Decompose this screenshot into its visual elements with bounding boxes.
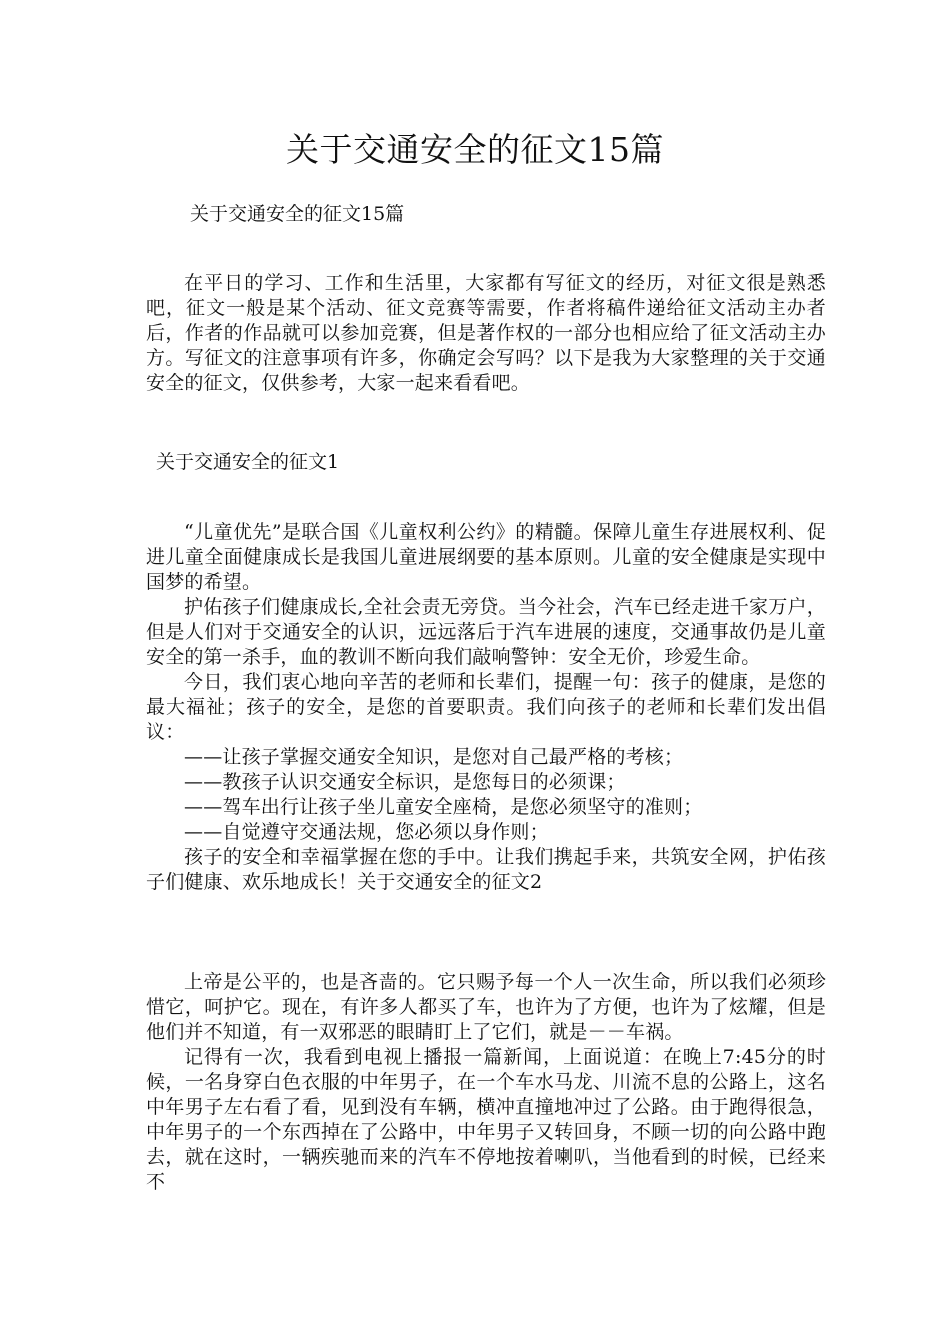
document-subtitle: 关于交通安全的征文15篇: [190, 203, 405, 225]
section-1-proposal-item: ——自觉遵守交通法规，您必须以身作则；: [184, 821, 549, 843]
intro-paragraph-block: [146, 271, 826, 396]
section-2-paragraph: 上帝是公平的，也是吝啬的。它只赐予每一个人一次生命，所以我们必须珍惜它，呵护它。现在，有许多人都买了车，也许为了方便，也许为了炫耀，但是他们并不知道，有一双邪恶的眼睛盯上了它们，就是－－车祸。: [146, 971, 826, 1043]
section-1-paragraph: “儿童优先”是联合国《儿童权利公约》的精髓。保障儿童生存进展权利、促进儿童全面健康成长是我国儿童进展纲要的基本原则。儿童的安全健康是实现中国梦的希望。: [146, 521, 826, 593]
section-1-paragraph: 今日，我们衷心地向辛苦的老师和长辈们，提醒一句：孩子的健康，是您的最大福祉；孩子的安全，是您的首要职责。我们向孩子的老师和长辈们发出倡议：: [146, 671, 826, 743]
section-1-body: [146, 520, 826, 895]
section-2-paragraph: 记得有一次，我看到电视上播报一篇新闻，上面说道：在晚上7:45分的时候，一名身穿白色衣服的中年男子，在一个车水马龙、川流不息的公路上，这名中年男子左右看了看，见到没有车辆，横冲直撞地冲过了公路。由于跑得很急，中年男子的一个东西掉在了公路中，中年男子又转回身，不顾一切的向公路中跑去，就在这时，一辆疾驰而来的汽车不停地按着喇叭，当他看到的时候，已经来不: [146, 1046, 826, 1193]
intro-paragraph: 在平日的学习、工作和生活里，大家都有写征文的经历，对征文很是熟悉吧，征文一般是某个活动、征文竞赛等需要，作者将稿件递给征文活动主办者后，作者的作品就可以参加竞赛，但是著作权的一部分也相应给了征文活动主办方。写征文的注意事项有许多，你确定会写吗？以下是我为大家整理的关于交通安全的征文，仅供参考，大家一起来看看吧。: [146, 272, 826, 394]
section-1-proposal-item: ——教孩子认识交通安全标识，是您每日的必须课；: [184, 771, 626, 793]
section-1-heading: 关于交通安全的征文1: [156, 451, 340, 473]
section-1-proposal-item: ——驾车出行让孩子坐儿童安全座椅，是您必须坚守的准则；: [184, 796, 703, 818]
section-1-paragraph: 护佑孩子们健康成长,全社会责无旁贷。当今社会，汽车已经走进千家万户，但是人们对于交通安全的认识，远远落后于汽车进展的速度，交通事故仍是儿童安全的第一杀手，血的教训不断向我们敲响警钟：安全无价，珍爱生命。: [146, 596, 826, 668]
section-1-proposal-item: ——让孩子掌握交通安全知识，是您对自己最严格的考核；: [184, 746, 684, 768]
document-title: 关于交通安全的征文15篇: [286, 130, 664, 169]
section-1-paragraph: 孩子的安全和幸福掌握在您的手中。让我们携起手来，共筑安全网，护佑孩子们健康、欢乐地成长！关于交通安全的征文2: [146, 846, 826, 893]
section-2-body: [146, 970, 826, 1195]
